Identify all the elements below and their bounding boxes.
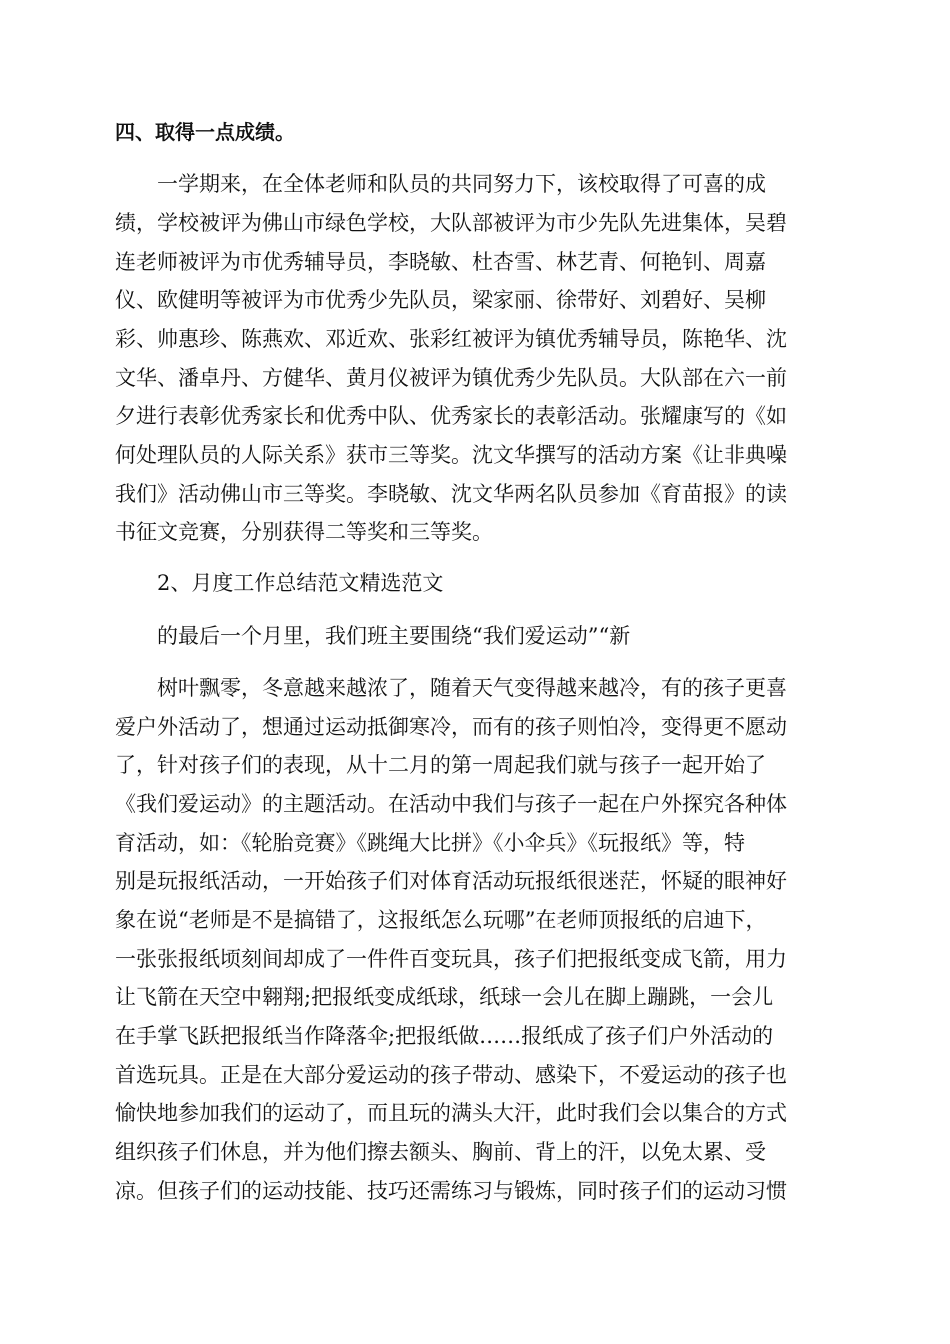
paragraph-line: 让飞箭在天空中翱翔;把报纸变成纸球，纸球一会儿在脚上蹦跳，一会儿 bbox=[115, 985, 774, 1009]
paragraph-line: 夕进行表彰优秀家长和优秀中队、优秀家长的表彰活动。张耀康写的《如 bbox=[115, 404, 787, 428]
paragraph-line: 愉快地参加我们的运动了，而且玩的满头大汗，此时我们会以集合的方式 bbox=[115, 1101, 787, 1125]
section-title: 2、月度工作总结范文精选范文 bbox=[157, 571, 444, 595]
paragraph-line: 《我们爱运动》的主题活动。在活动中我们与孩子一起在户外探究各种体 bbox=[115, 792, 787, 816]
paragraph-line: 彩、帅惠珍、陈燕欢、邓近欢、张彩红被评为镇优秀辅导员，陈艳华、沈 bbox=[115, 327, 787, 351]
paragraph-line: 一学期来，在全体老师和队员的共同努力下，该校取得了可喜的成 bbox=[157, 172, 766, 196]
paragraph-line: 书征文竞赛，分别获得二等奖和三等奖。 bbox=[115, 520, 493, 544]
paragraph-line: 别是玩报纸活动，一开始孩子们对体育活动玩报纸很迷茫，怀疑的眼神好 bbox=[115, 869, 787, 893]
paragraph-line: 文华、潘卓丹、方健华、黄月仪被评为镇优秀少先队员。大队部在六一前 bbox=[115, 366, 787, 390]
paragraph-line: 凉。但孩子们的运动技能、技巧还需练习与锻炼，同时孩子们的运动习惯 bbox=[115, 1179, 787, 1203]
intro-line: 的最后一个月里，我们班主要围绕“我们爱运动”“新 bbox=[157, 624, 631, 648]
paragraph-line: 首选玩具。正是在大部分爱运动的孩子带动、感染下，不爱运动的孩子也 bbox=[115, 1063, 787, 1087]
paragraph-line: 了，针对孩子们的表现，从十二月的第一周起我们就与孩子一起开始了 bbox=[115, 753, 766, 777]
section-heading: 四、取得一点成绩。 bbox=[115, 120, 295, 144]
paragraph-line: 绩，学校被评为佛山市绿色学校，大队部被评为市少先队先进集体，吴碧 bbox=[115, 211, 787, 235]
paragraph-line: 仪、欧健明等被评为市优秀少先队员，梁家丽、徐带好、刘碧好、吴柳 bbox=[115, 288, 766, 312]
paragraph-line: 组织孩子们休息，并为他们擦去额头、胸前、背上的汗，以免太累、受 bbox=[115, 1140, 766, 1164]
paragraph-line: 象在说“老师是不是搞错了，这报纸怎么玩哪”在老师顶报纸的启迪下， bbox=[115, 908, 767, 932]
paragraph-line: 一张张报纸顷刻间却成了一件件百变玩具，孩子们把报纸变成飞箭，用力 bbox=[115, 947, 787, 971]
paragraph-line: 我们》活动佛山市三等奖。李晓敏、沈文华两名队员参加《育苗报》的读 bbox=[115, 482, 787, 506]
paragraph-line: 何处理队员的人际关系》获市三等奖。沈文华撰写的活动方案《让非典噪 bbox=[115, 443, 787, 467]
paragraph-line: 在手掌飞跃把报纸当作降落伞;把报纸做……报纸成了孩子们户外活动的 bbox=[115, 1024, 774, 1048]
paragraph-line: 爱户外活动了，想通过运动抵御寒冷，而有的孩子则怕冷，变得更不愿动 bbox=[115, 715, 787, 739]
paragraph-line: 树叶飘零，冬意越来越浓了，随着天气变得越来越冷，有的孩子更喜 bbox=[157, 676, 787, 700]
paragraph-line: 育活动，如：《轮胎竞赛》《跳绳大比拼》《小伞兵》《玩报纸》等，特 bbox=[115, 831, 745, 855]
paragraph-line: 连老师被评为市优秀辅导员，李晓敏、杜杏雪、林艺青、何艳钊、周嘉 bbox=[115, 250, 766, 274]
